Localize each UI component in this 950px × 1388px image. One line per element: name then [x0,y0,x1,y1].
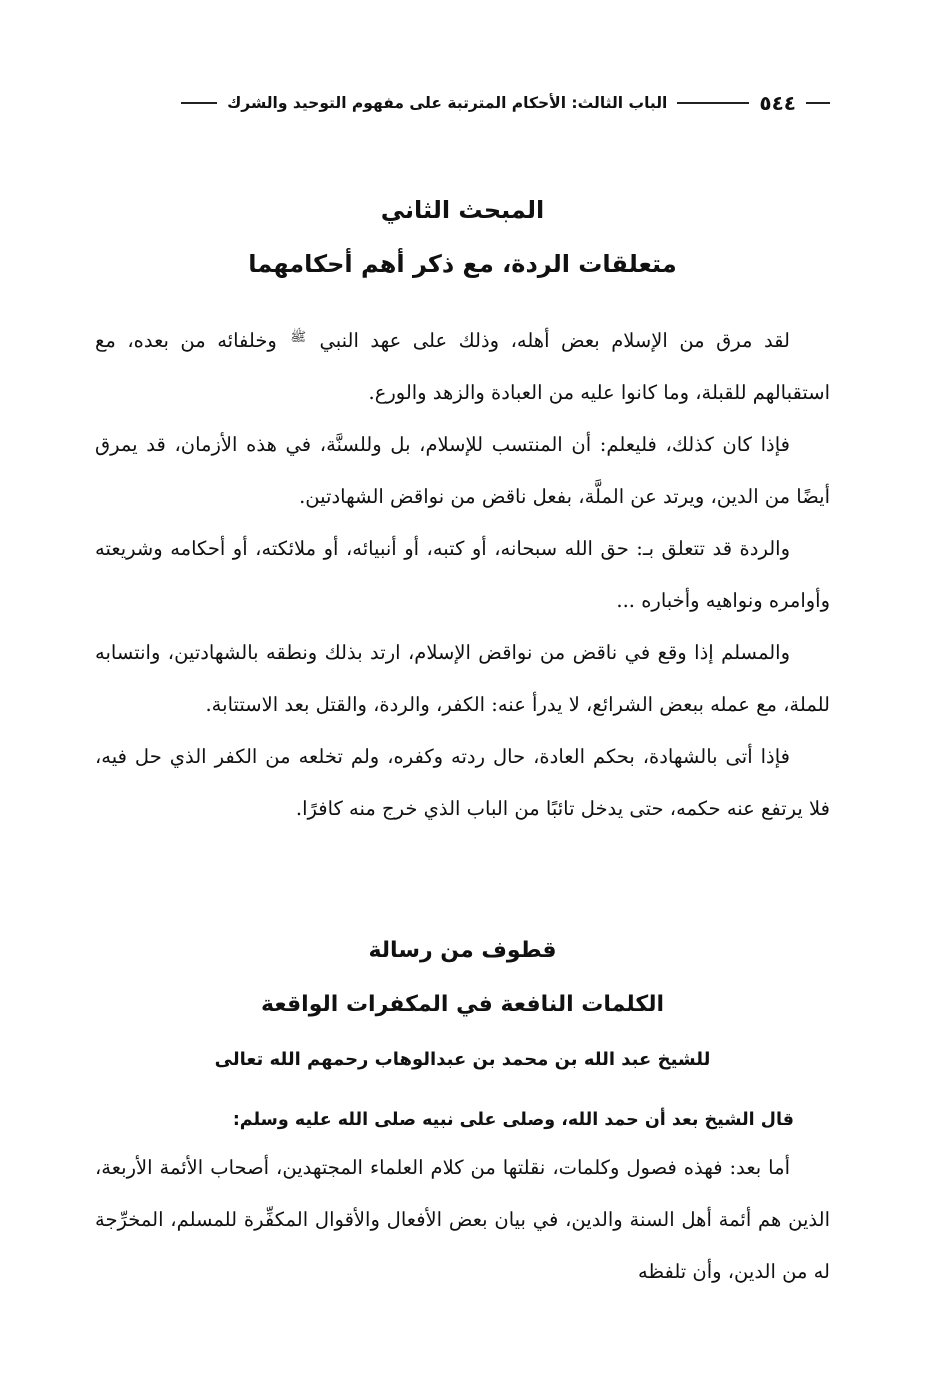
honorific-glyph: ﷺ [290,330,307,345]
author-line: للشيخ عبد الله بن محمد بن عبدالوهاب رحمهم الله تعالى [214,1049,711,1070]
header-rule [806,102,830,104]
paragraph [95,312,830,419]
header-rule [181,102,217,104]
paragraph-text: وخلفائه من بعده، مع استقبالهم للقبلة، وما كانوا عليه من العبادة والزهد والورع. [95,329,830,404]
section-body [95,312,830,835]
header-rule [677,102,749,104]
paragraph: والردة قد تتعلق بـ: حق الله سبحانه، أو كتبه، أو أنبيائه، أو ملائكته، أو أحكامه وشريعته وأوامره ونواهيه وأخباره ... [95,537,830,612]
section-title: المبحث الثاني [380,196,545,224]
paragraph: فإذا كان كذلك، فليعلم: أن المنتسب للإسلام، بل وللسنَّة، في هذه الأزمان، قد يمرق أيضًا من الدين، ويرتد عن الملَّة، بفعل ناقض من نواقض الشهادتين. [95,433,830,508]
chapter-title: الباب الثالث: الأحكام المترتبة على مفهوم التوحيد والشرك [227,94,668,112]
intro-line: قال الشيخ بعد أن حمد الله، وصلى على نبيه صلى الله عليه وسلم: [232,1110,794,1130]
paragraph: فإذا أتى بالشهادة، بحكم العادة، حال ردته وكفره، ولم تخلعه من الكفر الذي حل فيه، فلا يرتفع عنه حكمه، حتى يدخل تائبًا من الباب الذي خرج منه كافرًا. [95,745,830,820]
section-subtitle: متعلقات الردة، مع ذكر أهم أحكامهما [248,250,677,278]
paragraph: أما بعد: فهذه فصول وكلمات، نقلتها من كلام العلماء المجتهدين، أصحاب الأئمة الأربعة، الذين هم أئمة أهل السنة والدين، في بيان بعض الأفعال والأقوال المكفِّرة للمسلم، المخرِّجة له من الدين، وأن تلفظه [95,1156,830,1283]
paragraph: والمسلم إذا وقع في ناقض من نواقض الإسلام، ارتد بذلك ونطقه بالشهادتين، وانتسابه للملة، مع عمله ببعض الشرائع، لا يدرأ عنه: الكفر، والردة، والقتل بعد الاستتابة. [95,641,830,716]
excerpt-heading: قطوف من رسالة [368,938,557,963]
excerpt-body [95,1142,830,1298]
page-number: ٥٤٤ [759,91,796,115]
paragraph-text: لقد مرق من الإسلام بعض أهله، وذلك على عهد النبي [308,329,790,352]
running-header [95,86,830,120]
epistle-title: الكلمات النافعة في المكفرات الواقعة [260,992,664,1017]
